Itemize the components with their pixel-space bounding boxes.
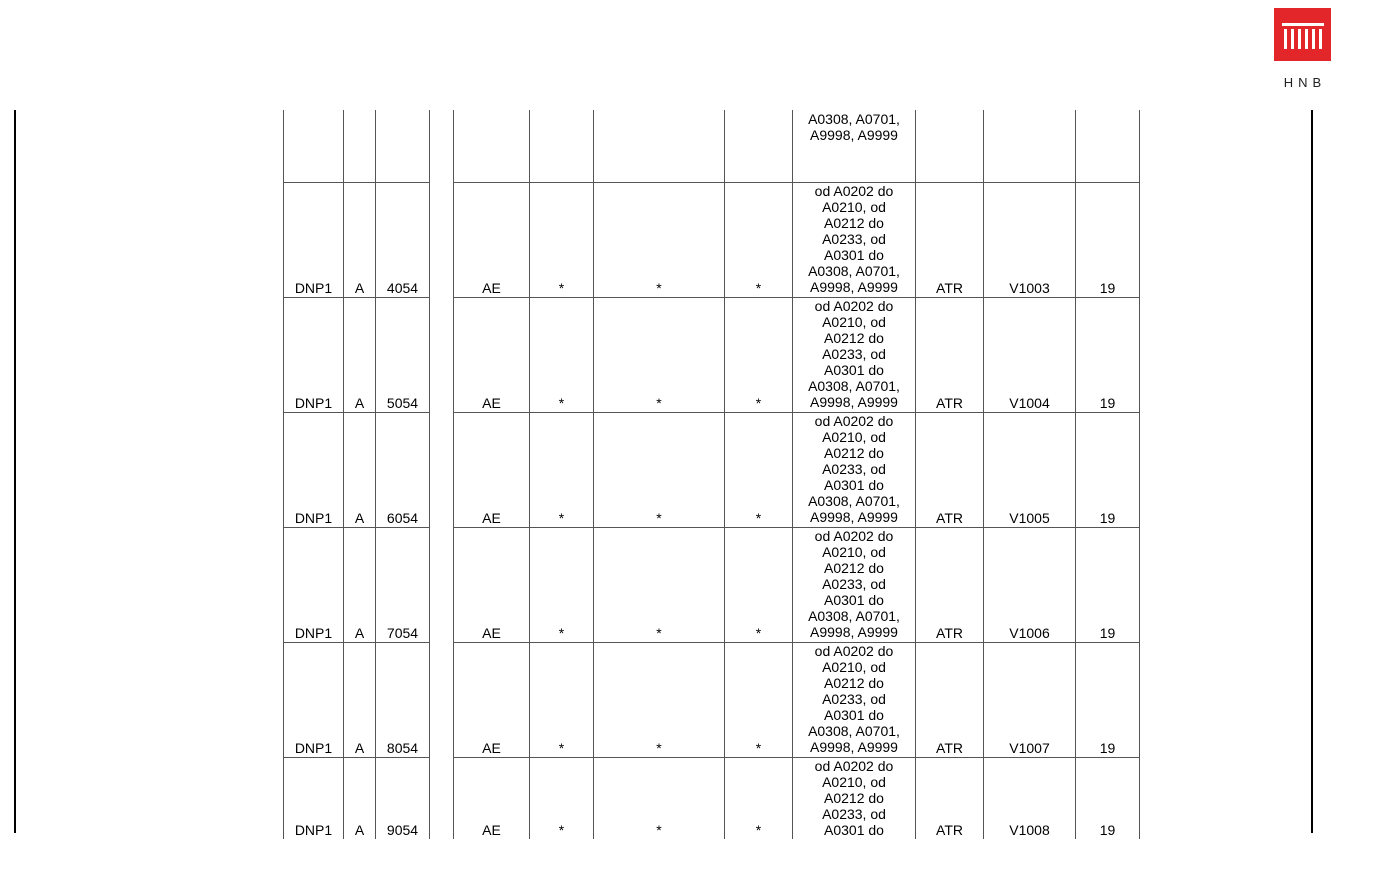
range-line: A0308, A0701, — [808, 263, 900, 279]
range-line: A0210, od — [822, 544, 886, 560]
range-line: A0212 do — [824, 445, 884, 461]
spacer-cell — [430, 643, 454, 758]
type-cell: A — [344, 413, 376, 528]
number-cell: 8054 — [376, 643, 430, 758]
range-line: A0210, od — [822, 659, 886, 675]
category-cell: AE — [454, 183, 530, 298]
wildcard-cell: * — [530, 413, 594, 528]
wildcard-cell: * — [594, 528, 725, 643]
atr-cell: ATR — [916, 643, 984, 758]
range-line: A0308, A0701, — [808, 378, 900, 394]
count-cell: 19 — [1076, 758, 1140, 840]
wildcard-cell: * — [594, 413, 725, 528]
atr-cell: ATR — [916, 413, 984, 528]
range-line: A0308, A0701, — [808, 493, 900, 509]
atr-cell: ATR — [916, 758, 984, 840]
wildcard-cell: * — [530, 758, 594, 840]
wildcard-cell: * — [725, 183, 793, 298]
table-row — [284, 183, 1140, 298]
wildcard-cell: * — [594, 298, 725, 413]
range-line: A0210, od — [822, 314, 886, 330]
range-line: A0233, od — [822, 576, 886, 592]
wildcard-cell: * — [594, 183, 725, 298]
number-cell: 4054 — [376, 183, 430, 298]
category-cell: AE — [454, 413, 530, 528]
wildcard-cell: * — [530, 528, 594, 643]
range-cell — [793, 183, 916, 298]
count-cell: 19 — [1076, 298, 1140, 413]
number-cell: 9054 — [376, 758, 430, 840]
table-row-continued — [284, 110, 1140, 183]
count-cell: 19 — [1076, 643, 1140, 758]
range-line: A9998, A9999 — [810, 127, 898, 143]
atr-cell: ATR — [916, 298, 984, 413]
range-line: od A0202 do — [814, 413, 894, 429]
range-cell — [793, 298, 916, 413]
count-cell: 19 — [1076, 183, 1140, 298]
range-line: A0212 do — [824, 790, 884, 806]
wildcard-cell: * — [530, 183, 594, 298]
wildcard-cell: * — [725, 413, 793, 528]
table-row — [284, 298, 1140, 413]
hnb-logo-mark — [1274, 8, 1331, 61]
version-cell: V1005 — [984, 413, 1076, 528]
range-line: od A0202 do — [814, 298, 894, 314]
range-line: A0301 do — [824, 362, 884, 378]
range-line: A0301 do — [824, 247, 884, 263]
range-cell — [793, 110, 916, 183]
range-line: A0212 do — [824, 675, 884, 691]
category-cell: AE — [454, 643, 530, 758]
type-cell: A — [344, 643, 376, 758]
hnb-logo — [1274, 8, 1331, 88]
category-cell: AE — [454, 298, 530, 413]
count-cell: 19 — [1076, 413, 1140, 528]
wildcard-cell: * — [725, 528, 793, 643]
range-line: A9998, A9999 — [810, 509, 898, 525]
range-cell — [793, 528, 916, 643]
range-line: A0233, od — [822, 231, 886, 247]
range-line: A0301 do — [824, 822, 884, 838]
range-line: A0233, od — [822, 461, 886, 477]
range-line: A0212 do — [824, 330, 884, 346]
count-cell: 19 — [1076, 528, 1140, 643]
code-cell: DNP1 — [284, 183, 344, 298]
range-line: A0210, od — [822, 199, 886, 215]
range-line: A0233, od — [822, 346, 886, 362]
spacer-cell — [430, 298, 454, 413]
range-line: A0212 do — [824, 215, 884, 231]
code-cell: DNP1 — [284, 758, 344, 840]
range-line: A9998, A9999 — [810, 624, 898, 640]
version-cell: V1004 — [984, 298, 1076, 413]
range-line: od A0202 do — [814, 643, 894, 659]
wildcard-cell: * — [725, 298, 793, 413]
spacer-cell — [430, 183, 454, 298]
range-cell — [793, 758, 916, 840]
type-cell: A — [344, 758, 376, 840]
version-cell: V1003 — [984, 183, 1076, 298]
code-cell: DNP1 — [284, 643, 344, 758]
type-cell: A — [344, 183, 376, 298]
version-cell: V1006 — [984, 528, 1076, 643]
spacer-cell — [430, 413, 454, 528]
range-line: A0233, od — [822, 806, 886, 822]
hnb-logo-text: HNB — [1283, 75, 1327, 90]
code-cell: DNP1 — [284, 298, 344, 413]
category-cell: AE — [454, 758, 530, 840]
wildcard-cell: * — [530, 643, 594, 758]
table-row — [284, 758, 1140, 840]
range-line: A0301 do — [824, 477, 884, 493]
codes-table — [283, 110, 1140, 839]
range-cell — [793, 413, 916, 528]
number-cell: 6054 — [376, 413, 430, 528]
range-line: A9998, A9999 — [810, 279, 898, 295]
wildcard-cell: * — [594, 758, 725, 840]
range-line: A0210, od — [822, 429, 886, 445]
range-line: A0308, A0701, — [808, 111, 900, 127]
code-cell: DNP1 — [284, 528, 344, 643]
range-line: A0301 do — [824, 707, 884, 723]
number-cell: 5054 — [376, 298, 430, 413]
spacer-cell — [430, 758, 454, 840]
range-line: A0308, A0701, — [808, 608, 900, 624]
wildcard-cell: * — [530, 298, 594, 413]
range-line: A0301 do — [824, 592, 884, 608]
range-line: A9998, A9999 — [810, 739, 898, 755]
range-line: A0233, od — [822, 691, 886, 707]
page-left-rule — [14, 110, 16, 833]
version-cell: V1007 — [984, 643, 1076, 758]
page-right-rule — [1311, 110, 1313, 833]
range-line: od A0202 do — [814, 183, 894, 199]
number-cell: 7054 — [376, 528, 430, 643]
range-line: A0210, od — [822, 774, 886, 790]
version-cell: V1008 — [984, 758, 1076, 840]
range-line: A0308, A0701, — [808, 723, 900, 739]
range-line: od A0202 do — [814, 528, 894, 544]
wildcard-cell: * — [594, 643, 725, 758]
wildcard-cell: * — [725, 643, 793, 758]
range-cell — [793, 643, 916, 758]
atr-cell: ATR — [916, 528, 984, 643]
code-cell: DNP1 — [284, 413, 344, 528]
table-row — [284, 413, 1140, 528]
wildcard-cell: * — [725, 758, 793, 840]
atr-cell: ATR — [916, 183, 984, 298]
table-row — [284, 528, 1140, 643]
category-cell: AE — [454, 528, 530, 643]
table-row — [284, 643, 1140, 758]
range-line: od A0202 do — [814, 758, 894, 774]
range-line: A9998, A9999 — [810, 394, 898, 410]
type-cell: A — [344, 528, 376, 643]
range-line: A0212 do — [824, 560, 884, 576]
type-cell: A — [344, 298, 376, 413]
spacer-cell — [430, 528, 454, 643]
